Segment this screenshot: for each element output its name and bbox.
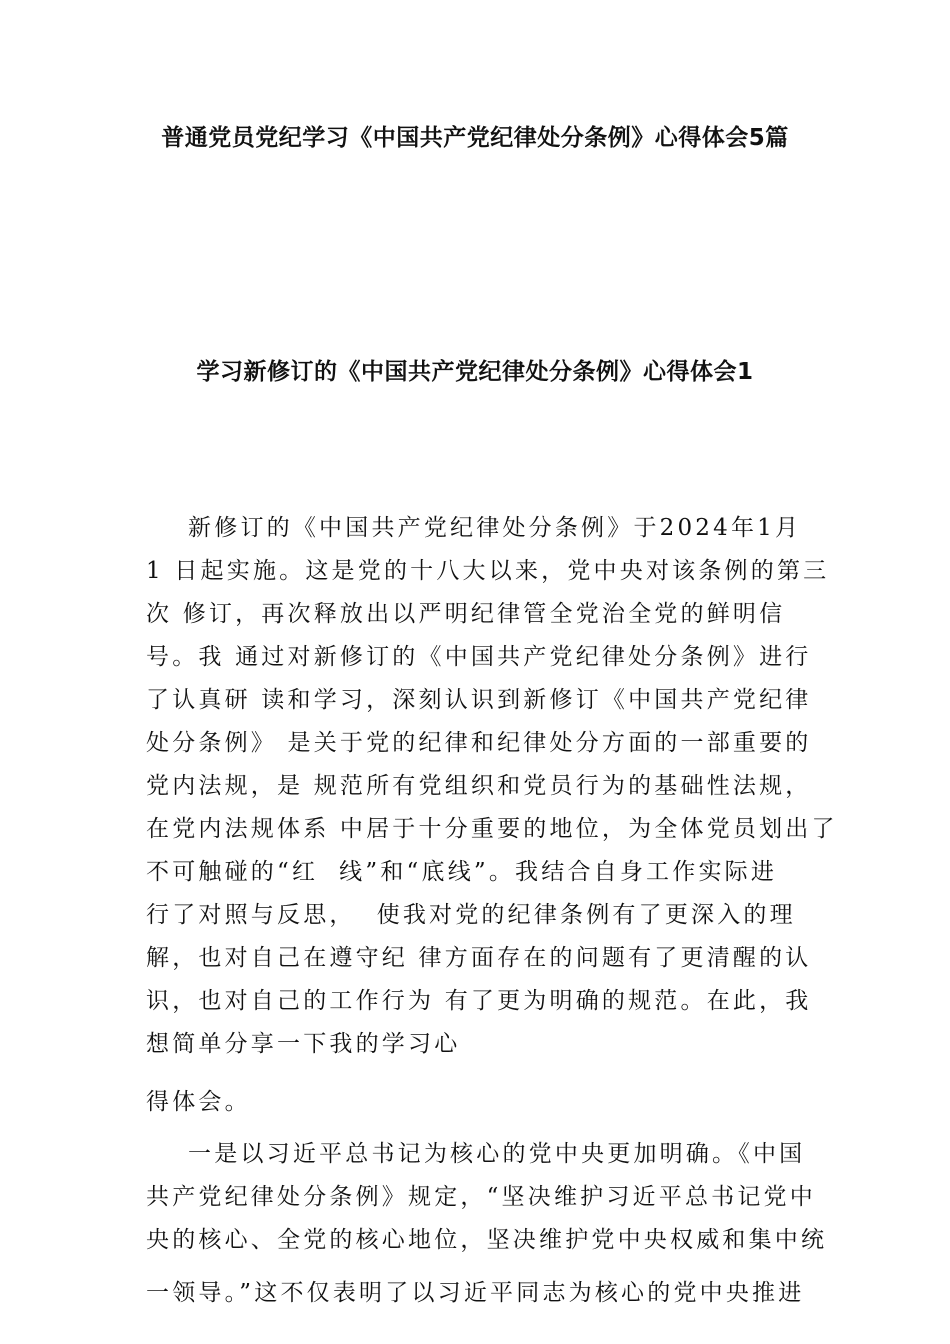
document-title: 普通党员党纪学习《中国共产党纪律处分条例》心得体会5篇 — [161, 125, 789, 151]
paragraph-line: 识，也对自己的工作行为 有了更为明确的规范。在此，我 — [146, 988, 812, 1014]
paragraph-line: 1 日起实施。这是党的十八大以来，党中央对该条例的第三 — [146, 558, 830, 584]
paragraph-line: 不可触碰的“红 线”和“底线”。我结合自身工作实际进 — [146, 859, 778, 885]
section-title: 学习新修订的《中国共产党纪律处分条例》心得体会1 — [196, 359, 754, 385]
paragraph-line: 一是以习近平总书记为核心的党中央更加明确。《中国 — [146, 1141, 806, 1167]
paragraph-line: 处分条例》 是关于党的纪律和纪律处分方面的一部重要的 — [146, 730, 812, 756]
paragraph-line: 一领导。”这不仅表明了以习近平同志为核心的党中央推进 — [146, 1280, 805, 1306]
paragraph-line: 央的核心、全党的核心地位，坚决维护党中央权威和集中统 — [146, 1227, 828, 1253]
paragraph-line: 得体会。 — [146, 1089, 251, 1115]
paragraph-line: 了认真研 读和学习，深刻认识到新修订《中国共产党纪律 — [146, 687, 812, 713]
paragraph-line: 解，也对自己在遵守纪 律方面存在的问题有了更清醒的认 — [146, 945, 812, 971]
paragraph-line: 想简单分享一下我的学习心 — [146, 1031, 461, 1057]
paragraph-line: 次 修订，再次释放出以严明纪律管全党治全党的鲜明信 — [146, 601, 786, 627]
paragraph-line: 党内法规，是 规范所有党组织和党员行为的基础性法规， — [146, 773, 812, 799]
paragraph-line: 新修订的《中国共产党纪律处分条例》于2024年1月 — [146, 515, 802, 541]
paragraph-line: 在党内法规体系 中居于十分重要的地位，为全体党员划出了 — [146, 816, 838, 842]
paragraph-line: 共产党纪律处分条例》规定，“坚决维护习近平总书记党中 — [146, 1184, 816, 1210]
paragraph-line: 行了对照与反思， 使我对党的纪律条例有了更深入的理 — [146, 902, 796, 928]
paragraph-line: 号。我 通过对新修订的《中国共产党纪律处分条例》进行 — [146, 644, 812, 670]
